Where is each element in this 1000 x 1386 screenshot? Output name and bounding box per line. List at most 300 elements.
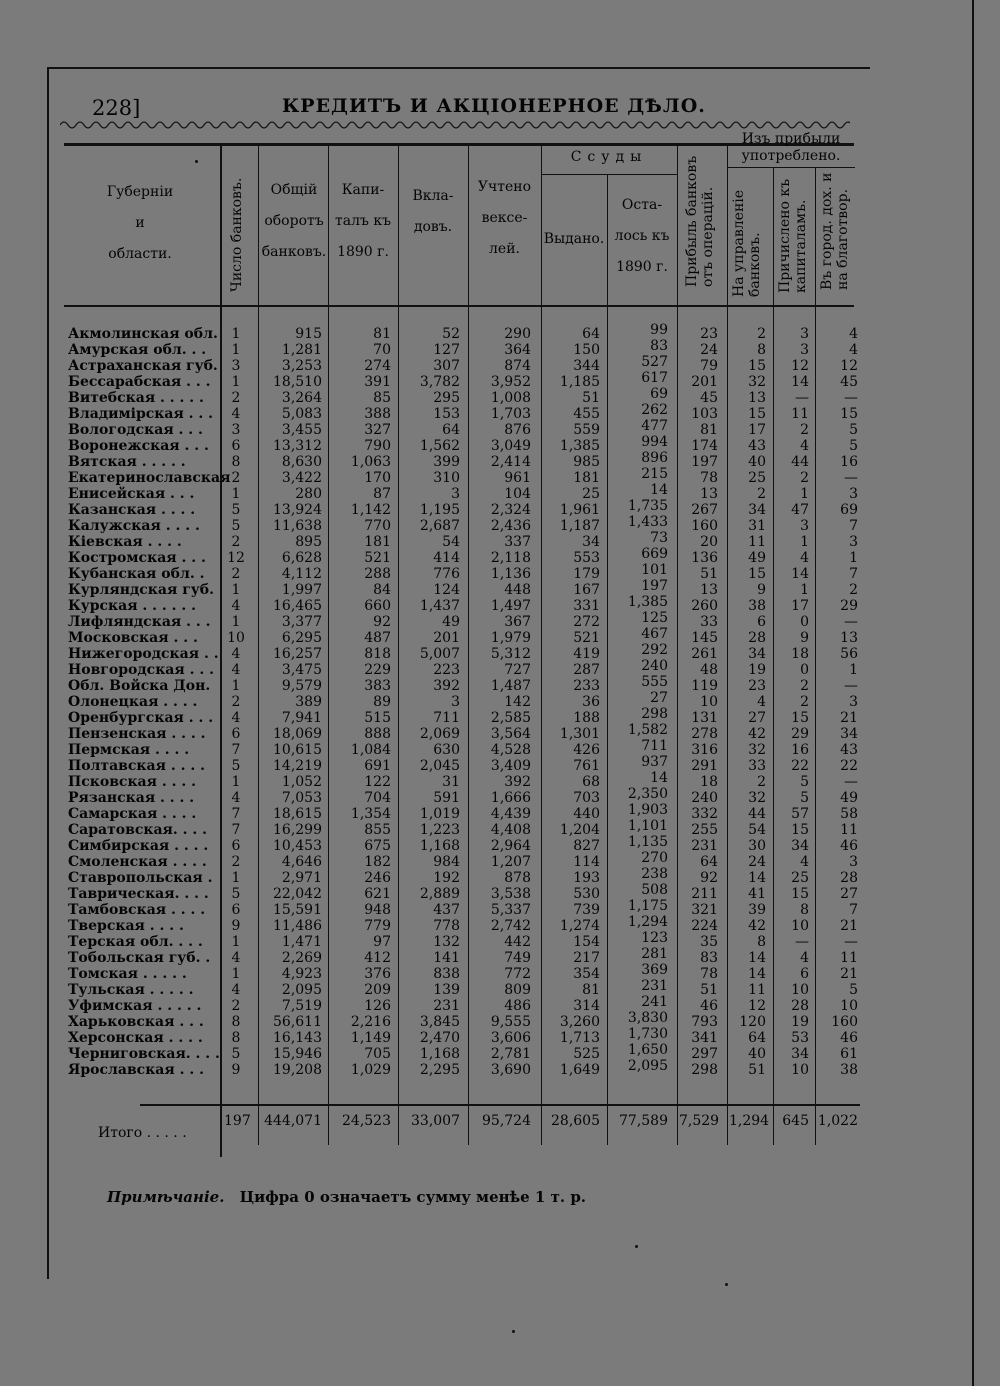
table-cell: 272: [573, 614, 600, 630]
table-cell: 119: [691, 678, 718, 694]
table-cell: 51: [748, 1062, 766, 1078]
total-cell: 1,294: [729, 1113, 770, 1129]
table-cell: 246: [364, 870, 391, 886]
table-cell: 38: [748, 598, 766, 614]
table-cell: 1,168: [419, 1046, 460, 1062]
table-cell: 22: [840, 758, 858, 774]
table-cell: 51: [582, 390, 600, 406]
row-region-name: Тобольская губ. .: [68, 950, 211, 966]
table-cell: 125: [641, 610, 668, 626]
table-cell: 126: [364, 998, 391, 1014]
row-region-name: Воронежская . . .: [68, 438, 209, 454]
table-cell: 2,069: [419, 726, 460, 742]
row-region-name: Енисейская . . .: [68, 486, 195, 502]
table-cell: 1,052: [281, 774, 322, 790]
table-cell: 15: [791, 886, 809, 902]
table-cell: 229: [364, 662, 391, 678]
table-cell: 1,582: [627, 722, 668, 738]
table-cell: 4: [231, 710, 241, 726]
table-cell: 1: [231, 774, 241, 790]
table-cell: 4,439: [490, 806, 531, 822]
table-cell: 1,730: [627, 1026, 668, 1042]
table-cell: 1: [231, 374, 241, 390]
table-cell: 15: [748, 566, 766, 582]
table-cell: 14: [791, 566, 809, 582]
row-region-name: Пензенская . . . .: [68, 726, 206, 742]
header-discounted: Учтено вексе- лей.: [477, 179, 532, 257]
table-cell: 28: [840, 870, 858, 886]
table-cell: 5,083: [281, 406, 322, 422]
table-cell: 153: [433, 406, 460, 422]
table-cell: 2,118: [490, 550, 531, 566]
table-cell: 896: [641, 450, 668, 466]
table-cell: 5: [231, 518, 241, 534]
table-cell: 14,219: [273, 758, 322, 774]
table-cell: 3,377: [281, 614, 322, 630]
table-cell: 201: [433, 630, 460, 646]
row-region-name: Таврическая. . . .: [68, 886, 209, 902]
table-cell: 14: [748, 950, 766, 966]
table-cell: 3: [231, 422, 241, 438]
table-cell: 231: [691, 838, 718, 854]
table-cell: 11,486: [273, 918, 322, 934]
table-cell: 21: [840, 966, 858, 982]
total-cell: 197: [224, 1113, 251, 1129]
table-cell: 1,650: [627, 1042, 668, 1058]
table-cell: 915: [295, 326, 322, 342]
table-cell: 34: [840, 726, 858, 742]
table-cell: 838: [433, 966, 460, 982]
table-cell: 7,053: [281, 790, 322, 806]
table-cell: 1: [231, 326, 241, 342]
table-cell: 1: [231, 966, 241, 982]
table-cell: 28: [748, 630, 766, 646]
table-cell: 1,437: [419, 598, 460, 614]
table-cell: 15: [748, 358, 766, 374]
table-cell: 3: [849, 694, 858, 710]
table-cell: 4: [800, 550, 809, 566]
table-cell: 238: [641, 866, 668, 882]
table-cell: 442: [504, 934, 531, 950]
table-cell: 3,260: [559, 1014, 600, 1030]
table-cell: 15: [791, 710, 809, 726]
table-cell: 30: [748, 838, 766, 854]
table-cell: 10: [791, 918, 809, 934]
table-cell: 9: [800, 630, 809, 646]
table-cell: 40: [748, 1046, 766, 1062]
table-cell: 15: [791, 822, 809, 838]
table-cell: 261: [691, 646, 718, 662]
table-cell: 809: [504, 982, 531, 998]
table-cell: 776: [433, 566, 460, 582]
table-cell: 1,008: [490, 390, 531, 406]
table-cell: 6: [231, 726, 241, 742]
table-cell: 1,204: [559, 822, 600, 838]
table-cell: 1,175: [627, 898, 668, 914]
page-edge-line: [972, 0, 974, 1386]
table-cell: 21: [840, 918, 858, 934]
table-cell: 18: [791, 646, 809, 662]
header-bottom-rule: [64, 305, 854, 307]
table-cell: 241: [641, 994, 668, 1010]
table-cell: 2: [231, 854, 241, 870]
table-cell: —: [844, 678, 858, 694]
table-cell: 1,735: [627, 498, 668, 514]
table-cell: 181: [573, 470, 600, 486]
row-region-name: Нижегородская . .: [68, 646, 219, 662]
row-region-name: Амурская обл. . .: [68, 342, 207, 358]
table-cell: 3,253: [281, 358, 322, 374]
table-cell: 1,649: [559, 1062, 600, 1078]
table-cell: 16,257: [273, 646, 322, 662]
table-cell: 78: [700, 966, 718, 982]
table-cell: 2: [231, 470, 241, 486]
table-cell: 2,045: [419, 758, 460, 774]
table-cell: 2,470: [419, 1030, 460, 1046]
table-cell: 4: [231, 598, 241, 614]
table-cell: 994: [641, 434, 668, 450]
table-cell: 46: [840, 1030, 858, 1046]
table-cell: 3,690: [490, 1062, 531, 1078]
page-title: КРЕДИТЪ И АКЦІОНЕРНОЕ ДѢЛО.: [282, 95, 706, 117]
table-cell: 29: [840, 598, 858, 614]
col-sep: [328, 145, 329, 1145]
table-cell: 4: [231, 950, 241, 966]
table-cell: 6: [800, 966, 809, 982]
table-cell: 3: [231, 358, 241, 374]
row-region-name: Костромская . . .: [68, 550, 206, 566]
row-region-name: Казанская . . . .: [68, 502, 196, 518]
table-cell: 8: [231, 1030, 241, 1046]
total-cell: 1,022: [817, 1113, 858, 1129]
table-cell: 354: [573, 966, 600, 982]
row-region-name: Херсонская . . . .: [68, 1030, 203, 1046]
table-cell: 1: [231, 870, 241, 886]
table-cell: 12: [840, 358, 858, 374]
row-region-name: Уфимская . . . . .: [68, 998, 202, 1014]
table-cell: 181: [364, 534, 391, 550]
table-cell: 7: [231, 822, 241, 838]
table-cell: 2,350: [627, 786, 668, 802]
table-cell: 2: [231, 566, 241, 582]
table-cell: 64: [748, 1030, 766, 1046]
table-cell: 727: [504, 662, 531, 678]
table-cell: 22,042: [273, 886, 322, 902]
table-cell: 270: [641, 850, 668, 866]
table-cell: 136: [691, 550, 718, 566]
table-cell: 81: [373, 326, 391, 342]
table-cell: 3: [849, 486, 858, 502]
table-cell: 18,069: [273, 726, 322, 742]
table-cell: 61: [840, 1046, 858, 1062]
table-cell: 1,101: [627, 818, 668, 834]
table-cell: 937: [641, 754, 668, 770]
table-cell: 1,433: [627, 514, 668, 530]
table-cell: 24: [700, 342, 718, 358]
table-cell: 895: [295, 534, 322, 550]
table-cell: 69: [840, 502, 858, 518]
table-cell: 1,666: [490, 790, 531, 806]
table-cell: 85: [373, 390, 391, 406]
table-cell: 97: [373, 934, 391, 950]
table-cell: 660: [364, 598, 391, 614]
table-cell: 11: [748, 534, 766, 550]
header-management: На управленіе банковъ.: [731, 189, 763, 297]
table-cell: 36: [582, 694, 600, 710]
table-cell: 33: [748, 758, 766, 774]
table-cell: 314: [573, 998, 600, 1014]
table-cell: 521: [573, 630, 600, 646]
row-region-name: Бессарабская . . .: [68, 374, 211, 390]
table-cell: 364: [504, 342, 531, 358]
table-cell: 388: [364, 406, 391, 422]
table-cell: 2,742: [490, 918, 531, 934]
table-cell: 49: [442, 614, 460, 630]
table-cell: 3,422: [281, 470, 322, 486]
table-cell: 1,136: [490, 566, 531, 582]
col-sep: [677, 145, 678, 1145]
table-cell: 240: [641, 658, 668, 674]
table-cell: 2,436: [490, 518, 531, 534]
table-cell: 42: [748, 726, 766, 742]
header-issued: Выдано.: [543, 231, 605, 247]
table-cell: 392: [504, 774, 531, 790]
table-cell: 2: [231, 390, 241, 406]
table-cell: 1: [231, 582, 241, 598]
table-cell: 114: [573, 854, 600, 870]
table-cell: 14: [791, 374, 809, 390]
row-region-name: Вологодская . . .: [68, 422, 203, 438]
row-region-name: Лифляндская . . .: [68, 614, 211, 630]
table-cell: 617: [641, 370, 668, 386]
table-cell: 5: [231, 1046, 241, 1062]
table-cell: 4: [800, 854, 809, 870]
table-cell: 291: [691, 758, 718, 774]
table-cell: 6,295: [281, 630, 322, 646]
table-cell: 0: [800, 614, 809, 630]
table-cell: 123: [641, 930, 668, 946]
table-cell: 34: [791, 838, 809, 854]
table-cell: 11: [748, 982, 766, 998]
table-cell: 182: [364, 854, 391, 870]
total-cell: 95,724: [482, 1113, 531, 1129]
table-cell: 47: [791, 502, 809, 518]
table-cell: 4: [800, 950, 809, 966]
row-region-name: Харьковская . . .: [68, 1014, 204, 1030]
table-cell: 1: [231, 678, 241, 694]
table-cell: 2: [757, 326, 766, 342]
table-cell: 231: [641, 978, 668, 994]
table-cell: 15: [840, 406, 858, 422]
table-cell: 104: [504, 486, 531, 502]
total-cell: 7,529: [679, 1113, 720, 1129]
table-cell: 11: [840, 822, 858, 838]
table-cell: 10: [840, 998, 858, 1014]
table-cell: 4: [849, 342, 858, 358]
header-loans: Ссуды: [570, 149, 648, 165]
table-cell: 878: [504, 870, 531, 886]
table-cell: 4: [757, 694, 766, 710]
table-cell: 25: [791, 870, 809, 886]
table-cell: 16,143: [273, 1030, 322, 1046]
table-cell: 56,611: [273, 1014, 322, 1030]
row-region-name: Саратовская. . . .: [68, 822, 207, 838]
table-cell: 1: [231, 614, 241, 630]
table-cell: 7: [849, 566, 858, 582]
table-cell: 1,135: [627, 834, 668, 850]
table-cell: 69: [650, 386, 668, 402]
table-cell: 1,029: [350, 1062, 391, 1078]
table-cell: 327: [364, 422, 391, 438]
print-speck: [725, 1283, 728, 1286]
table-cell: 4: [231, 790, 241, 806]
table-cell: 5: [849, 982, 858, 998]
table-cell: 778: [433, 918, 460, 934]
table-cell: 27: [650, 690, 668, 706]
col-sep: [258, 145, 259, 1145]
table-cell: 12: [748, 998, 766, 1014]
table-cell: 34: [748, 502, 766, 518]
table-cell: 14: [748, 966, 766, 982]
table-cell: 5,312: [490, 646, 531, 662]
table-cell: 1,207: [490, 854, 531, 870]
table-cell: 1,562: [419, 438, 460, 454]
table-cell: 669: [641, 546, 668, 562]
table-cell: 4: [231, 406, 241, 422]
table-cell: 12: [227, 550, 245, 566]
table-cell: 1,961: [559, 502, 600, 518]
table-cell: 2,971: [281, 870, 322, 886]
table-cell: 7: [231, 806, 241, 822]
table-cell: 3: [451, 694, 460, 710]
table-cell: 19: [748, 662, 766, 678]
table-cell: 120: [739, 1014, 766, 1030]
table-cell: 3,782: [419, 374, 460, 390]
table-cell: 81: [700, 422, 718, 438]
table-cell: 367: [504, 614, 531, 630]
table-cell: 1: [231, 342, 241, 358]
table-cell: 16: [791, 742, 809, 758]
table-cell: 448: [504, 582, 531, 598]
table-cell: 83: [700, 950, 718, 966]
table-cell: 711: [433, 710, 460, 726]
table-cell: 2: [800, 694, 809, 710]
table-cell: 376: [364, 966, 391, 982]
total-label: Итого . . . . .: [98, 1125, 187, 1141]
table-cell: 369: [641, 962, 668, 978]
table-cell: 27: [748, 710, 766, 726]
table-cell: 4,528: [490, 742, 531, 758]
table-cell: 38: [840, 1062, 858, 1078]
table-cell: 21: [840, 710, 858, 726]
table-cell: 56: [840, 646, 858, 662]
table-cell: 2: [231, 534, 241, 550]
total-cell: 77,589: [619, 1113, 668, 1129]
table-cell: 5: [231, 502, 241, 518]
table-cell: 197: [641, 578, 668, 594]
table-cell: 5: [800, 774, 809, 790]
table-cell: 437: [433, 902, 460, 918]
table-cell: 392: [433, 678, 460, 694]
table-cell: 3,830: [627, 1010, 668, 1026]
row-region-name: Терская обл. . . .: [68, 934, 203, 950]
table-cell: 43: [748, 438, 766, 454]
table-cell: 1,195: [419, 502, 460, 518]
header-used-from-profit: Изъ прибыли употреблено.: [741, 131, 841, 164]
table-cell: 297: [691, 1046, 718, 1062]
table-cell: 344: [573, 358, 600, 374]
table-cell: 52: [442, 326, 460, 342]
row-region-name: Акмолинская обл.: [68, 326, 218, 342]
table-cell: 3: [849, 854, 858, 870]
table-cell: 298: [641, 706, 668, 722]
header-region: Губерніи и области.: [106, 184, 174, 262]
table-cell: 14: [650, 770, 668, 786]
table-cell: 20: [700, 534, 718, 550]
table-cell: 1,019: [419, 806, 460, 822]
table-cell: 1,979: [490, 630, 531, 646]
table-cell: 3,049: [490, 438, 531, 454]
col-sep: [468, 145, 469, 1145]
table-cell: 57: [791, 806, 809, 822]
row-region-name: Смоленская . . . .: [68, 854, 207, 870]
total-cell: 33,007: [411, 1113, 460, 1129]
table-cell: 876: [504, 422, 531, 438]
table-cell: 87: [373, 486, 391, 502]
row-region-name: Кубанская обл. .: [68, 566, 205, 582]
total-cell: 28,605: [551, 1113, 600, 1129]
table-cell: 961: [504, 470, 531, 486]
table-cell: 28: [791, 998, 809, 1014]
table-cell: 154: [573, 934, 600, 950]
table-cell: 1,301: [559, 726, 600, 742]
table-cell: 40: [748, 454, 766, 470]
row-region-name: Пермская . . . .: [68, 742, 190, 758]
table-cell: 2,889: [419, 886, 460, 902]
table-cell: 53: [791, 1030, 809, 1046]
table-cell: 7: [849, 518, 858, 534]
table-cell: 1,903: [627, 802, 668, 818]
table-cell: 34: [791, 1046, 809, 1062]
table-cell: 948: [364, 902, 391, 918]
table-cell: —: [795, 390, 809, 406]
header-deposits: Вкла- довъ.: [412, 188, 454, 235]
table-cell: 64: [442, 422, 460, 438]
table-cell: 15: [748, 406, 766, 422]
table-cell: 64: [700, 854, 718, 870]
table-cell: 855: [364, 822, 391, 838]
table-cell: 16: [840, 454, 858, 470]
table-cell: 51: [700, 982, 718, 998]
table-cell: 32: [748, 790, 766, 806]
table-cell: 18: [700, 774, 718, 790]
table-cell: 310: [433, 470, 460, 486]
table-cell: 193: [573, 870, 600, 886]
table-cell: 874: [504, 358, 531, 374]
table-cell: 280: [295, 486, 322, 502]
table-cell: 17: [748, 422, 766, 438]
table-cell: 122: [364, 774, 391, 790]
table-cell: 179: [573, 566, 600, 582]
header-to-city: Въ город. дох. и на благотвор.: [819, 172, 851, 290]
table-cell: 4,646: [281, 854, 322, 870]
table-cell: 70: [373, 342, 391, 358]
col-sep: [607, 175, 608, 1145]
table-cell: 7: [849, 902, 858, 918]
table-cell: 9: [231, 1062, 241, 1078]
table-cell: 527: [641, 354, 668, 370]
table-cell: 215: [641, 466, 668, 482]
